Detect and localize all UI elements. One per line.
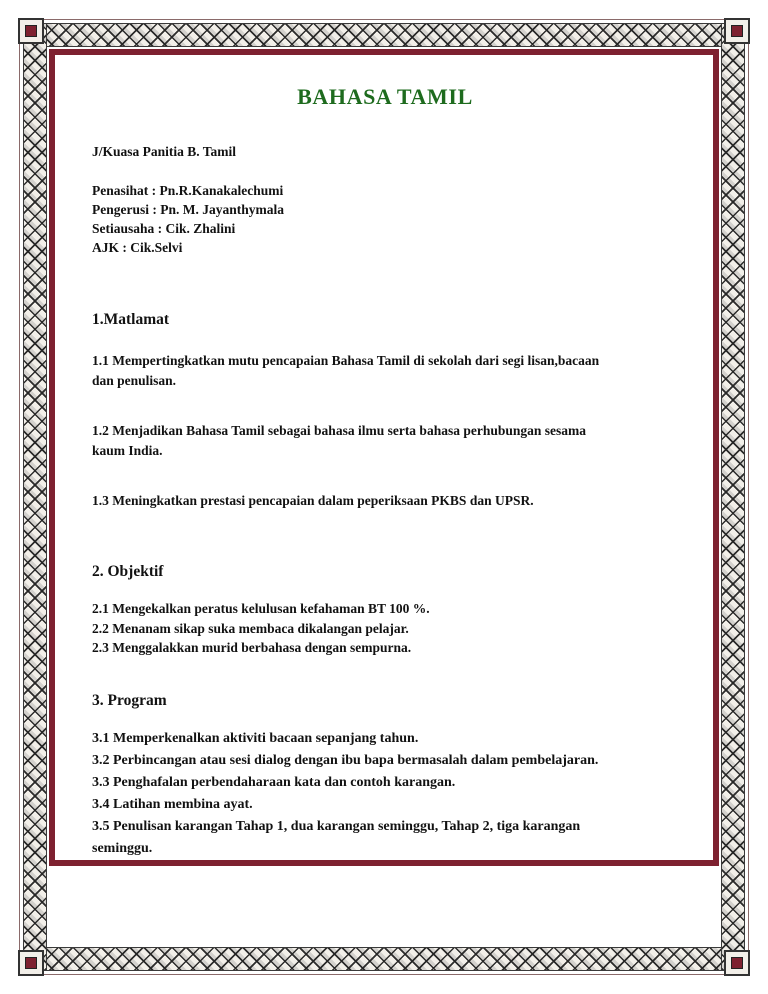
paragraph-line: dan penulisan. xyxy=(92,373,177,388)
corner-motif-dot xyxy=(731,25,743,37)
corner-motif-bottom-left xyxy=(18,950,44,976)
corner-motif-bottom-right xyxy=(724,950,750,976)
committee-line-setiausaha: Setiausaha : Cik. Zhalini xyxy=(92,221,236,236)
program-list xyxy=(92,728,678,860)
committee-heading: J/Kuasa Panitia B. Tamil xyxy=(92,144,237,159)
section-heading-program: 3. Program xyxy=(92,691,167,709)
corner-motif-dot xyxy=(25,25,37,37)
paragraph-line: 3.1 Memperkenalkan aktiviti bacaan sepanjang tahun. xyxy=(92,730,419,746)
paragraph-line: 2.1 Mengekalkan peratus kelulusan kefahaman BT 100 %. xyxy=(92,601,430,616)
paragraph-line: 1.3 Meningkatkan prestasi pencapaian dalam peperiksaan PKBS dan UPSR. xyxy=(92,493,534,508)
section-heading-matlamat: 1.Matlamat xyxy=(92,311,170,328)
paragraph-line: 2.3 Menggalakkan murid berbahasa dengan sempurna. xyxy=(92,640,412,655)
paragraph-line: 3.3 Penghafalan perbendaharaan kata dan contoh karangan. xyxy=(92,774,456,790)
section-heading-objektif: 2. Objektif xyxy=(92,563,164,580)
committee-line-pengerusi: Pengerusi : Pn. M. Jayanthymala xyxy=(92,202,284,217)
committee-list xyxy=(92,181,678,257)
paragraph-1-3 xyxy=(92,491,678,511)
objektif-list xyxy=(92,599,678,658)
committee-line-ajk: AJK : Cik.Selvi xyxy=(92,240,183,255)
corner-motif-top-right xyxy=(724,18,750,44)
committee-line-penasihat: Penasihat : Pn.R.Kanakalechumi xyxy=(92,183,284,198)
paragraph-line: kaum India. xyxy=(92,443,163,458)
corner-motif-top-left xyxy=(18,18,44,44)
paragraph-line: 3.5 Penulisan karangan Tahap 1, dua karangan seminggu, Tahap 2, tiga karangan xyxy=(92,818,581,834)
zigzag-border-top xyxy=(23,23,745,47)
paragraph-line: seminggu. xyxy=(92,840,153,856)
zigzag-border-right xyxy=(721,23,745,971)
paragraph-line: 2.2 Menanam sikap suka membaca dikalangan pelajar. xyxy=(92,620,409,636)
paragraph-line: 1.1 Mempertingkatkan mutu pencapaian Bahasa Tamil di sekolah dari segi lisan,bacaan xyxy=(92,353,600,368)
paragraph-1-1 xyxy=(92,351,678,391)
paragraph-1-2 xyxy=(92,421,678,461)
page-title: BAHASA TAMIL xyxy=(297,84,473,109)
paragraph-line: 3.4 Latihan membina ayat. xyxy=(92,796,253,812)
paragraph-line: 3.2 Perbincangan atau sesi dialog dengan ibu bapa bermasalah dalam pembelajaran. xyxy=(92,752,599,768)
zigzag-border-bottom xyxy=(23,947,745,971)
zigzag-border-left xyxy=(23,23,47,971)
document-content xyxy=(92,76,678,860)
corner-motif-dot xyxy=(25,957,37,969)
paragraph-line: 1.2 Menjadikan Bahasa Tamil sebagai bahasa ilmu serta bahasa perhubungan sesama xyxy=(92,423,586,438)
corner-motif-dot xyxy=(731,957,743,969)
